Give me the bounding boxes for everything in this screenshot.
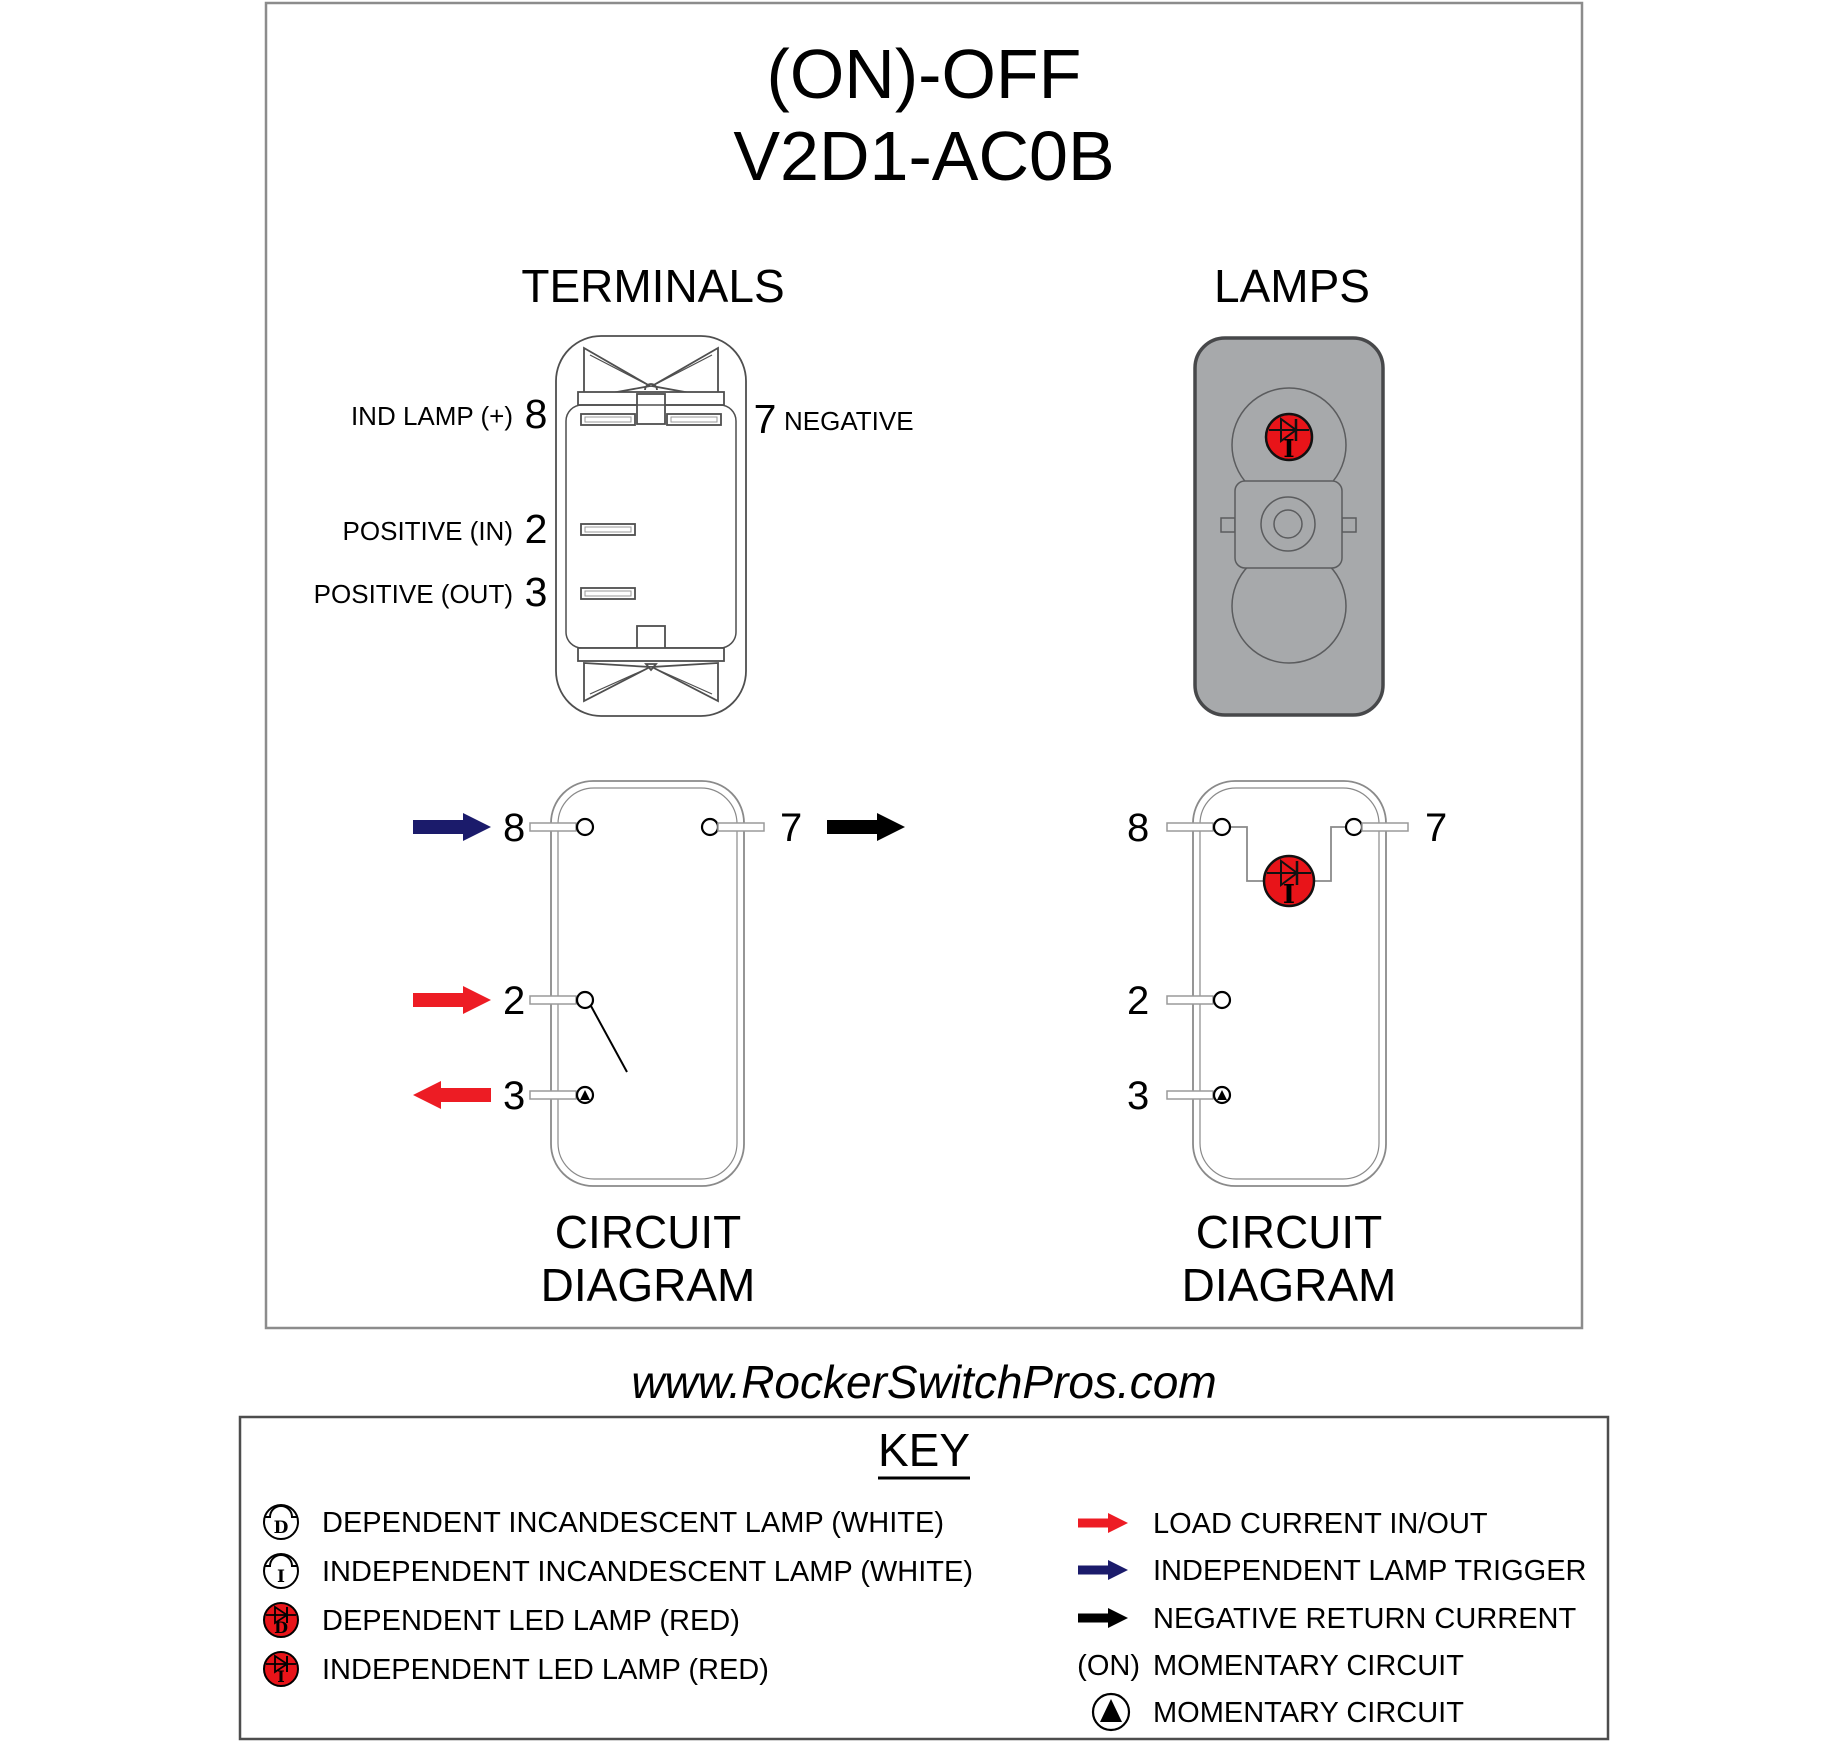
pin3-function-label: POSITIVE (OUT) [313, 579, 513, 609]
page-title-line1: (ON)-OFF [766, 35, 1082, 113]
circuit-right-pin2-number: 2 [1127, 979, 1150, 1023]
svg-text:I: I [277, 1667, 285, 1686]
circuit-right-outline-outer [1193, 781, 1386, 1186]
key-item-label: NEGATIVE RETURN CURRENT [1153, 1603, 1577, 1635]
terminals-switch-drawing [556, 336, 746, 716]
pin8-number-terminals: 8 [524, 391, 548, 437]
key-item-momentary-triangle [1093, 1694, 1464, 1730]
pin2-number-terminals: 2 [524, 506, 548, 552]
led-wire-left [1230, 827, 1264, 881]
circuit-right-pin8-stub [1167, 823, 1213, 831]
independent-led-lamp-icon [1264, 856, 1314, 910]
switch-top-tab [637, 394, 665, 424]
key-item-label: INDEPENDENT LED LAMP (RED) [322, 1654, 769, 1686]
lamps-rocker-drawing [1195, 338, 1383, 715]
key-item-independent-led [264, 1652, 769, 1686]
circuit-left-caption-line2: DIAGRAM [540, 1259, 756, 1311]
terminal-slot-3 [581, 588, 635, 599]
circuit-right-outline-inner [1200, 788, 1379, 1179]
circuit-left-pin2-contact [577, 992, 593, 1008]
dependent-led-lamp-icon [264, 1603, 298, 1637]
key-legend [240, 1417, 1608, 1739]
circuit-left-outline-outer [551, 781, 744, 1186]
pin7-function-label: NEGATIVE [784, 406, 914, 436]
pin2-function-label: POSITIVE (IN) [342, 516, 513, 546]
circuit-right-caption-line2: DIAGRAM [1181, 1259, 1397, 1311]
key-item-label: LOAD CURRENT IN/OUT [1153, 1508, 1488, 1540]
circuit-right-pin7-number: 7 [1425, 806, 1448, 850]
terminals-heading: TERMINALS [521, 260, 785, 312]
terminal-slot-8 [581, 414, 635, 425]
key-item-negative-return [1078, 1603, 1576, 1635]
key-item-load-current [1078, 1508, 1488, 1540]
independent-lamp-trigger-arrow-icon [1078, 1560, 1128, 1580]
key-item-dependent-incandescent [264, 1505, 944, 1539]
key-item-independent-lamp-trigger [1078, 1555, 1587, 1587]
circuit-right-caption-line1: CIRCUIT [1195, 1206, 1383, 1258]
key-item-label: INDEPENDENT LAMP TRIGGER [1153, 1555, 1587, 1587]
circuit-left-pin8-contact [577, 819, 593, 835]
load-current-arrow-icon [1078, 1513, 1128, 1533]
circuit-left-pin8-stub [530, 823, 576, 831]
circuit-diagram-right [1127, 781, 1447, 1311]
circuit-left-pin7-stub [718, 823, 764, 831]
circuit-right-pin8-contact [1214, 819, 1230, 835]
key-item-label: MOMENTARY CIRCUIT [1153, 1650, 1464, 1682]
website-link: www.RockerSwitchPros.com [631, 1356, 1217, 1408]
load-current-in-arrow-icon [413, 986, 491, 1014]
key-item-independent-incandescent [264, 1554, 973, 1588]
page-title-line2: V2D1-AC0B [733, 117, 1115, 195]
circuit-right-pin3-number: 3 [1127, 1074, 1150, 1118]
circuit-right-pin7-stub [1362, 823, 1408, 831]
circuit-left-outline-inner [558, 788, 737, 1179]
circuit-left-pin3-stub [530, 1091, 576, 1099]
circuit-right-pin7-contact [1346, 819, 1362, 835]
lamps-heading: LAMPS [1214, 260, 1370, 312]
rocker-center-square [1235, 481, 1342, 568]
circuit-left-pin7-number: 7 [780, 806, 803, 850]
circuit-left-pin2-number: 2 [503, 979, 526, 1023]
terminal-slot-7 [667, 414, 721, 425]
circuit-left-pin8-number: 8 [503, 806, 526, 850]
load-current-out-arrow-icon [413, 1081, 491, 1109]
key-item-label: DEPENDENT LED LAMP (RED) [322, 1605, 740, 1637]
key-item-momentary-on [1077, 1650, 1464, 1682]
circuit-left-pin3-number: 3 [503, 1074, 526, 1118]
terminal-slot-2 [581, 524, 635, 535]
circuit-diagram-left [413, 781, 905, 1311]
rocker-left-tab [1221, 518, 1235, 532]
led-wire-right [1314, 827, 1346, 881]
circuit-right-pin2-stub [1167, 996, 1213, 1004]
momentary-on-prefix: (ON) [1077, 1650, 1140, 1682]
switch-lever-line [591, 1006, 627, 1072]
independent-lamp-trigger-arrow-icon [413, 813, 491, 841]
key-item-label: MOMENTARY CIRCUIT [1153, 1697, 1464, 1729]
key-heading: KEY [877, 1424, 971, 1476]
pin3-number-terminals: 3 [524, 569, 548, 615]
dependent-incandescent-lamp-icon [264, 1505, 298, 1539]
momentary-contact-icon [577, 1087, 593, 1103]
pin7-number-terminals: 7 [753, 396, 777, 442]
switch-bottom-tab [637, 626, 665, 650]
key-item-dependent-led [264, 1603, 740, 1637]
circuit-left-caption-line1: CIRCUIT [554, 1206, 742, 1258]
pin8-function-label: IND LAMP (+) [350, 401, 513, 431]
momentary-triangle-icon [1093, 1694, 1129, 1730]
switch-bottom-bar [578, 648, 724, 661]
momentary-contact-icon [1214, 1087, 1230, 1103]
svg-text:D: D [273, 1518, 289, 1538]
circuit-left-pin7-contact [702, 819, 718, 835]
key-item-label: INDEPENDENT INCANDESCENT LAMP (WHITE) [322, 1556, 973, 1588]
independent-led-lamp-icon [264, 1652, 298, 1686]
circuit-right-pin2-contact [1214, 992, 1230, 1008]
key-item-label: DEPENDENT INCANDESCENT LAMP (WHITE) [322, 1507, 944, 1539]
svg-text:I: I [277, 1567, 285, 1587]
negative-return-arrow-icon [1078, 1608, 1128, 1628]
circuit-right-pin8-number: 8 [1127, 806, 1150, 850]
independent-incandescent-lamp-icon [264, 1554, 298, 1588]
circuit-right-pin3-stub [1167, 1091, 1213, 1099]
circuit-led-letter: I [1282, 880, 1296, 910]
circuit-left-pin2-stub [530, 996, 576, 1004]
negative-return-arrow-icon [827, 813, 905, 841]
rocker-led-letter: I [1283, 434, 1295, 463]
rocker-right-tab [1342, 518, 1356, 532]
svg-text:D: D [274, 1618, 288, 1637]
